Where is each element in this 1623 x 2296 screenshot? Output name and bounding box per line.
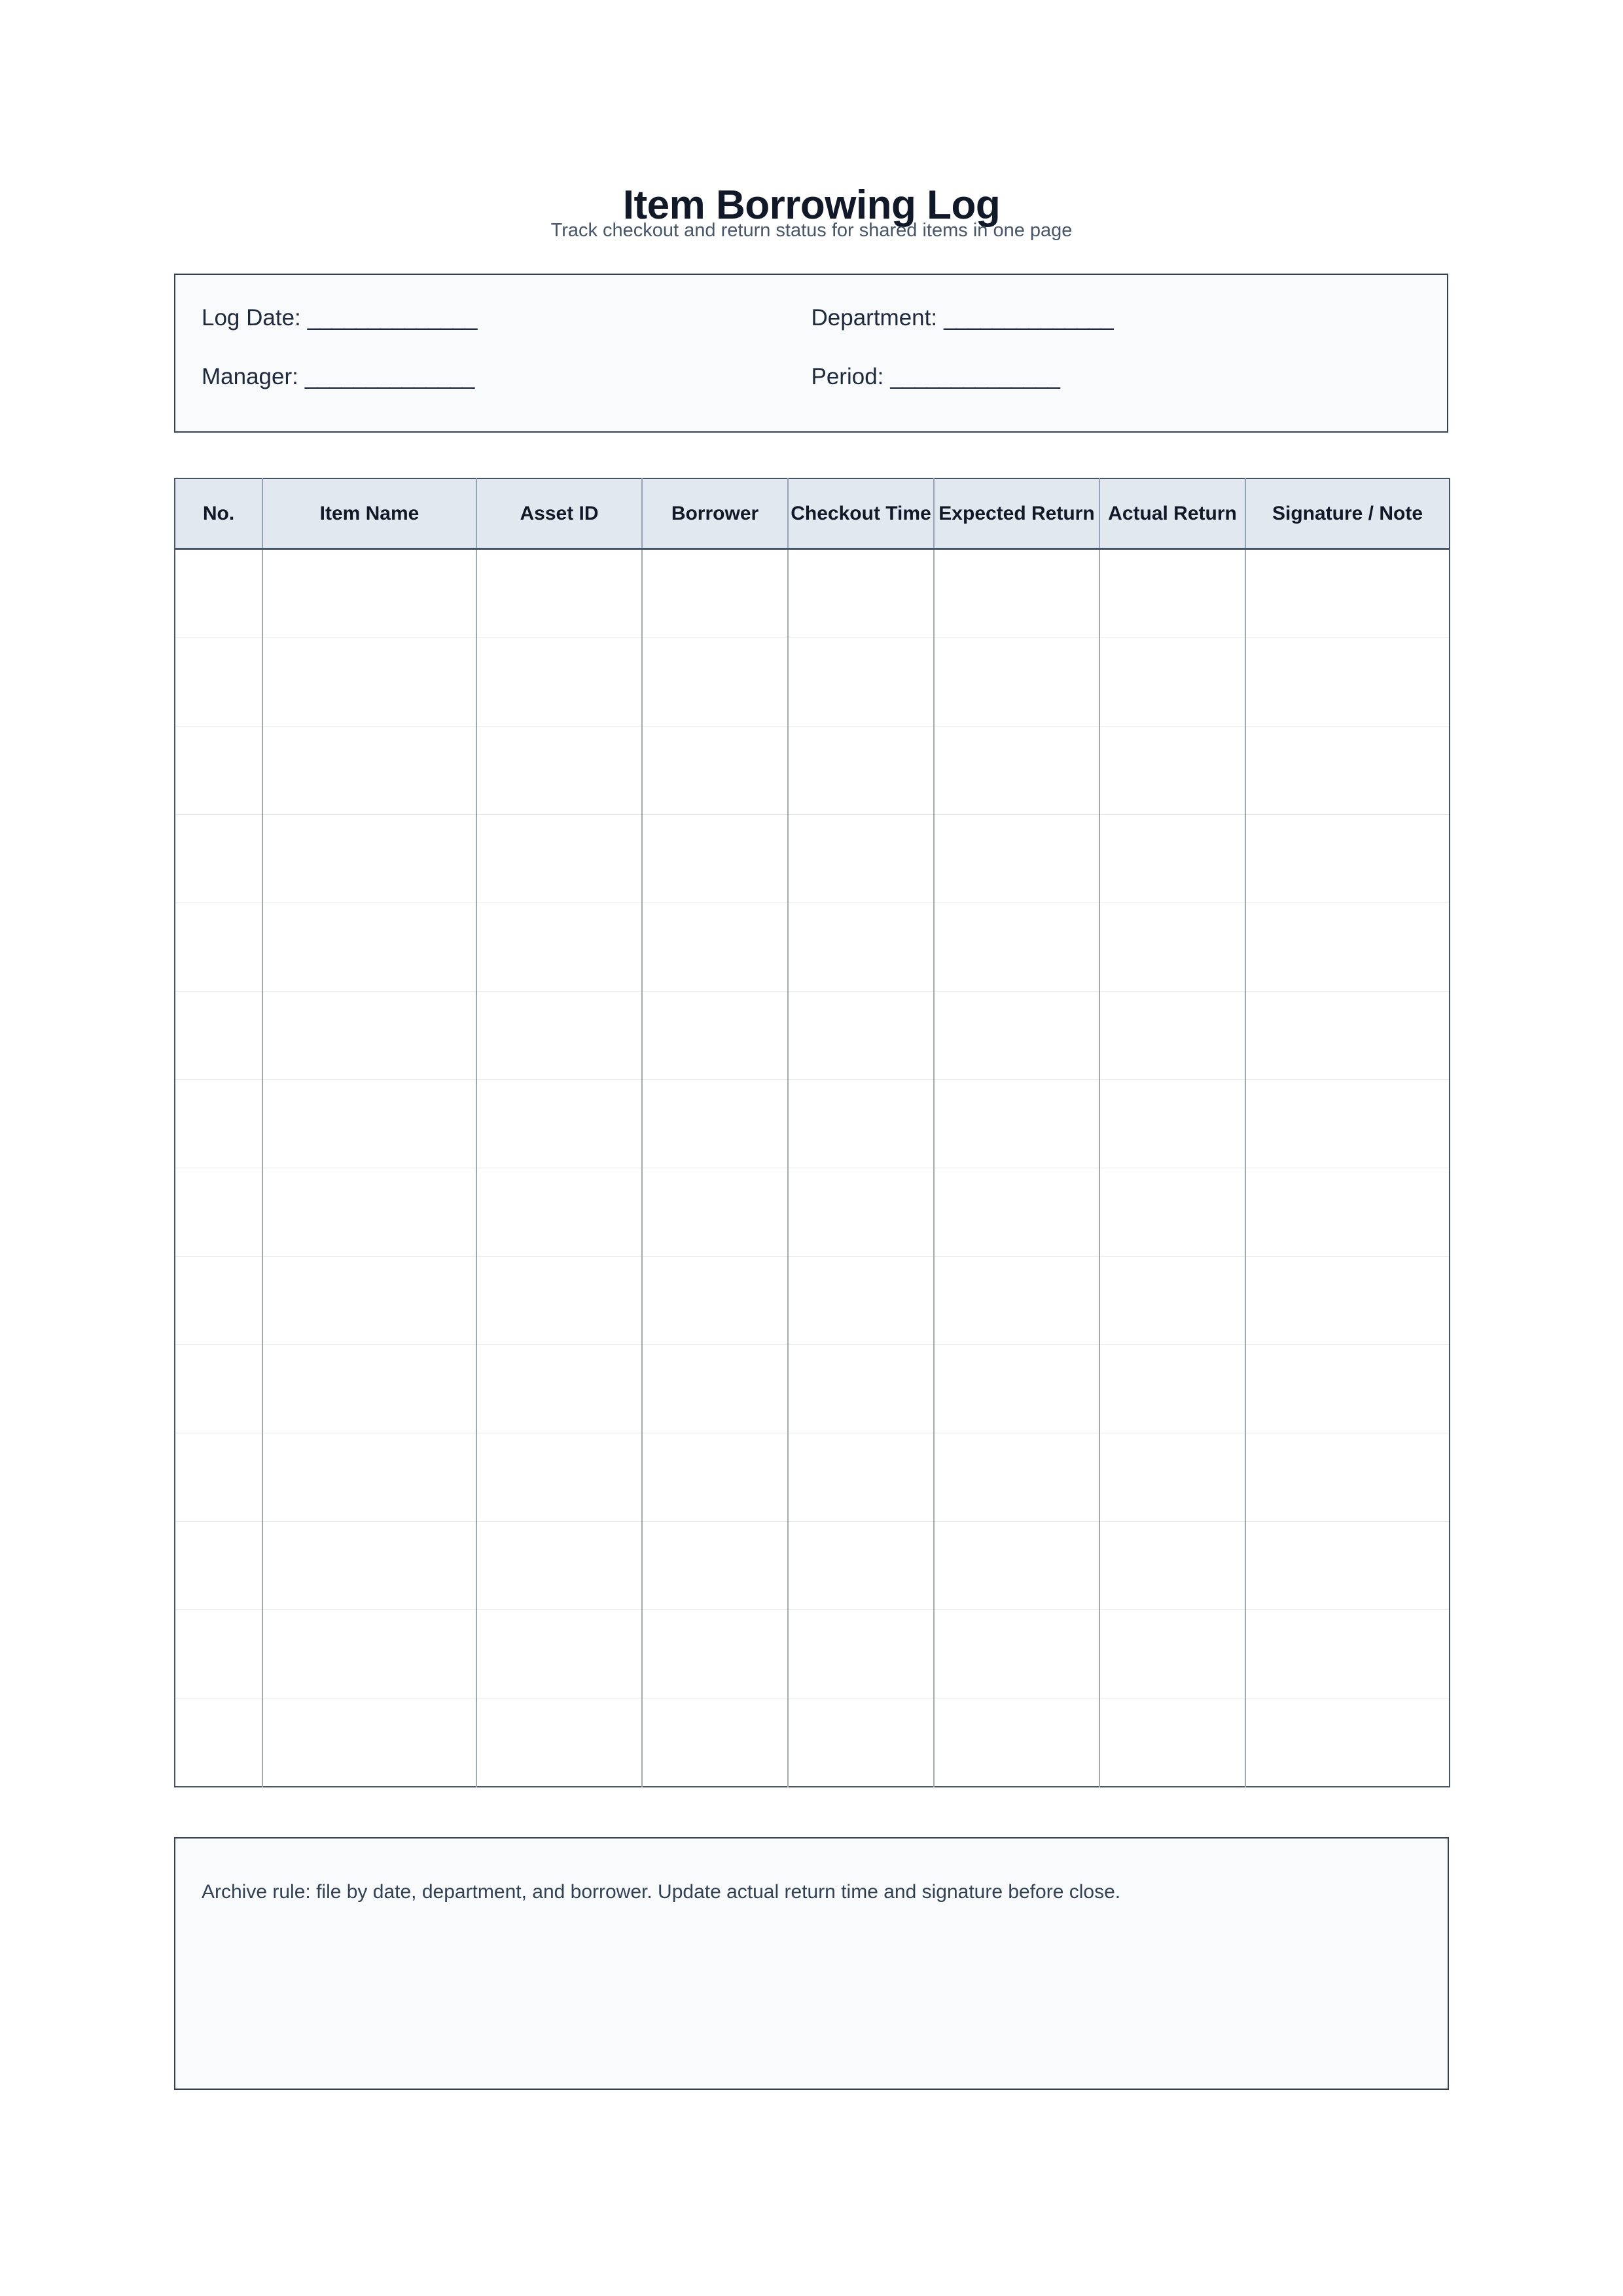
cell-item-name[interactable] — [262, 1257, 476, 1345]
table-row — [175, 1168, 1450, 1257]
cell-actual-return[interactable] — [1099, 903, 1245, 992]
column-header-asset-id: Asset ID — [476, 478, 642, 549]
table-row — [175, 549, 1450, 638]
cell-signature-note[interactable] — [1245, 1433, 1450, 1522]
cell-asset-id[interactable] — [476, 1257, 642, 1345]
cell-checkout-time[interactable] — [788, 1698, 934, 1787]
cell-signature-note[interactable] — [1245, 638, 1450, 726]
cell-signature-note[interactable] — [1245, 1080, 1450, 1168]
cell-asset-id[interactable] — [476, 903, 642, 992]
cell-no[interactable] — [175, 1168, 262, 1257]
cell-expected-return[interactable] — [934, 1168, 1099, 1257]
table-row — [175, 638, 1450, 726]
cell-no[interactable] — [175, 638, 262, 726]
log-date-field[interactable] — [202, 300, 812, 359]
cell-expected-return[interactable] — [934, 903, 1099, 992]
table-body — [175, 549, 1450, 1787]
cell-actual-return[interactable] — [1099, 992, 1245, 1080]
archive-rule-note: Archive rule: file by date, department, and borrower. Update actual return time and signature before close. — [202, 1881, 1121, 1903]
cell-actual-return[interactable] — [1099, 549, 1245, 638]
cell-checkout-time[interactable] — [788, 1433, 934, 1522]
cell-borrower[interactable] — [642, 903, 788, 992]
cell-borrower[interactable] — [642, 726, 788, 815]
period-blank[interactable]: ______________ — [890, 364, 1060, 389]
cell-asset-id[interactable] — [476, 1345, 642, 1433]
cell-signature-note[interactable] — [1245, 726, 1450, 815]
cell-item-name[interactable] — [262, 1698, 476, 1787]
cell-item-name[interactable] — [262, 1522, 476, 1610]
cell-borrower[interactable] — [642, 1257, 788, 1345]
table-header-row — [175, 478, 1450, 549]
cell-signature-note[interactable] — [1245, 903, 1450, 992]
cell-borrower[interactable] — [642, 638, 788, 726]
cell-no[interactable] — [175, 549, 262, 638]
cell-expected-return[interactable] — [934, 549, 1099, 638]
cell-checkout-time[interactable] — [788, 549, 934, 638]
cell-item-name[interactable] — [262, 1168, 476, 1257]
cell-item-name[interactable] — [262, 1610, 476, 1698]
cell-actual-return[interactable] — [1099, 638, 1245, 726]
cell-expected-return[interactable] — [934, 815, 1099, 903]
cell-expected-return[interactable] — [934, 1433, 1099, 1522]
period-field[interactable] — [812, 359, 1421, 418]
cell-expected-return[interactable] — [934, 1257, 1099, 1345]
cell-no[interactable] — [175, 992, 262, 1080]
cell-actual-return[interactable] — [1099, 1433, 1245, 1522]
manager-label: Manager: — [202, 364, 298, 389]
table-row — [175, 1610, 1450, 1698]
cell-item-name[interactable] — [262, 815, 476, 903]
cell-expected-return[interactable] — [934, 1080, 1099, 1168]
cell-item-name[interactable] — [262, 638, 476, 726]
manager-blank[interactable]: ______________ — [304, 364, 474, 389]
cell-item-name[interactable] — [262, 1345, 476, 1433]
cell-checkout-time[interactable] — [788, 1168, 934, 1257]
cell-borrower[interactable] — [642, 992, 788, 1080]
cell-no[interactable] — [175, 1610, 262, 1698]
cell-actual-return[interactable] — [1099, 1345, 1245, 1433]
table-row — [175, 1345, 1450, 1433]
cell-expected-return[interactable] — [934, 992, 1099, 1080]
cell-borrower[interactable] — [642, 1610, 788, 1698]
cell-expected-return[interactable] — [934, 1522, 1099, 1610]
cell-asset-id[interactable] — [476, 1698, 642, 1787]
department-blank[interactable]: ______________ — [944, 305, 1113, 331]
column-header-no: No. — [175, 478, 262, 549]
table-row — [175, 726, 1450, 815]
cell-checkout-time[interactable] — [788, 1522, 934, 1610]
cell-actual-return[interactable] — [1099, 1168, 1245, 1257]
cell-signature-note[interactable] — [1245, 1345, 1450, 1433]
cell-actual-return[interactable] — [1099, 1610, 1245, 1698]
cell-signature-note[interactable] — [1245, 1522, 1450, 1610]
cell-signature-note[interactable] — [1245, 992, 1450, 1080]
cell-asset-id[interactable] — [476, 1080, 642, 1168]
cell-no[interactable] — [175, 1698, 262, 1787]
log-date-label: Log Date: — [202, 305, 301, 331]
cell-borrower[interactable] — [642, 1522, 788, 1610]
borrowing-log-table — [174, 478, 1450, 1787]
cell-checkout-time[interactable] — [788, 726, 934, 815]
cell-checkout-time[interactable] — [788, 1610, 934, 1698]
cell-borrower[interactable] — [642, 1433, 788, 1522]
cell-item-name[interactable] — [262, 1080, 476, 1168]
cell-asset-id[interactable] — [476, 815, 642, 903]
cell-asset-id[interactable] — [476, 992, 642, 1080]
cell-checkout-time[interactable] — [788, 992, 934, 1080]
column-header-signature-note: Signature / Note — [1245, 478, 1450, 549]
cell-no[interactable] — [175, 1345, 262, 1433]
cell-asset-id[interactable] — [476, 1168, 642, 1257]
cell-expected-return[interactable] — [934, 726, 1099, 815]
page-subtitle: Track checkout and return status for shared items in one page — [550, 220, 1073, 241]
cell-asset-id[interactable] — [476, 1522, 642, 1610]
page-title: Item Borrowing Log — [622, 182, 1001, 228]
cell-asset-id[interactable] — [476, 1433, 642, 1522]
cell-actual-return[interactable] — [1099, 815, 1245, 903]
table-row — [175, 903, 1450, 992]
table-row — [175, 815, 1450, 903]
cell-actual-return[interactable] — [1099, 1080, 1245, 1168]
cell-no[interactable] — [175, 1522, 262, 1610]
notes-box — [174, 1837, 1449, 2090]
cell-expected-return[interactable] — [934, 638, 1099, 726]
cell-actual-return[interactable] — [1099, 1522, 1245, 1610]
table-row — [175, 1080, 1450, 1168]
cell-signature-note[interactable] — [1245, 1698, 1450, 1787]
cell-actual-return[interactable] — [1099, 1698, 1245, 1787]
cell-checkout-time[interactable] — [788, 638, 934, 726]
table-row — [175, 992, 1450, 1080]
cell-no[interactable] — [175, 1433, 262, 1522]
cell-expected-return[interactable] — [934, 1345, 1099, 1433]
cell-actual-return[interactable] — [1099, 726, 1245, 815]
cell-expected-return[interactable] — [934, 1698, 1099, 1787]
cell-asset-id[interactable] — [476, 1610, 642, 1698]
period-label: Period: — [811, 364, 884, 389]
cell-checkout-time[interactable] — [788, 815, 934, 903]
table-row — [175, 1698, 1450, 1787]
column-header-actual-return: Actual Return — [1099, 478, 1245, 549]
cell-item-name[interactable] — [262, 726, 476, 815]
cell-signature-note[interactable] — [1245, 1610, 1450, 1698]
cell-actual-return[interactable] — [1099, 1257, 1245, 1345]
table-row — [175, 1433, 1450, 1522]
cell-borrower[interactable] — [642, 1345, 788, 1433]
manager-field[interactable] — [202, 359, 812, 418]
column-header-checkout-time: Checkout Time — [788, 478, 934, 549]
cell-item-name[interactable] — [262, 549, 476, 638]
cell-no[interactable] — [175, 1080, 262, 1168]
table-row — [175, 1522, 1450, 1610]
cell-checkout-time[interactable] — [788, 1080, 934, 1168]
cell-asset-id[interactable] — [476, 638, 642, 726]
cell-asset-id[interactable] — [476, 549, 642, 638]
department-field[interactable] — [812, 300, 1421, 359]
cell-borrower[interactable] — [642, 1698, 788, 1787]
cell-no[interactable] — [175, 903, 262, 992]
cell-borrower[interactable] — [642, 1080, 788, 1168]
cell-signature-note[interactable] — [1245, 1168, 1450, 1257]
cell-checkout-time[interactable] — [788, 1345, 934, 1433]
cell-signature-note[interactable] — [1245, 815, 1450, 903]
cell-borrower[interactable] — [642, 815, 788, 903]
cell-no[interactable] — [175, 1257, 262, 1345]
cell-expected-return[interactable] — [934, 1610, 1099, 1698]
department-label: Department: — [811, 305, 938, 331]
cell-signature-note[interactable] — [1245, 1257, 1450, 1345]
cell-no[interactable] — [175, 726, 262, 815]
cell-signature-note[interactable] — [1245, 549, 1450, 638]
cell-item-name[interactable] — [262, 992, 476, 1080]
cell-item-name[interactable] — [262, 1433, 476, 1522]
table-row — [175, 1257, 1450, 1345]
column-header-item-name: Item Name — [262, 478, 476, 549]
cell-asset-id[interactable] — [476, 726, 642, 815]
cell-item-name[interactable] — [262, 903, 476, 992]
cell-checkout-time[interactable] — [788, 903, 934, 992]
cell-no[interactable] — [175, 815, 262, 903]
log-date-blank[interactable]: ______________ — [307, 305, 477, 331]
log-info-box — [174, 274, 1448, 433]
column-header-borrower: Borrower — [642, 478, 788, 549]
column-header-expected-return: Expected Return — [934, 478, 1099, 549]
cell-borrower[interactable] — [642, 1168, 788, 1257]
cell-checkout-time[interactable] — [788, 1257, 934, 1345]
cell-borrower[interactable] — [642, 549, 788, 638]
